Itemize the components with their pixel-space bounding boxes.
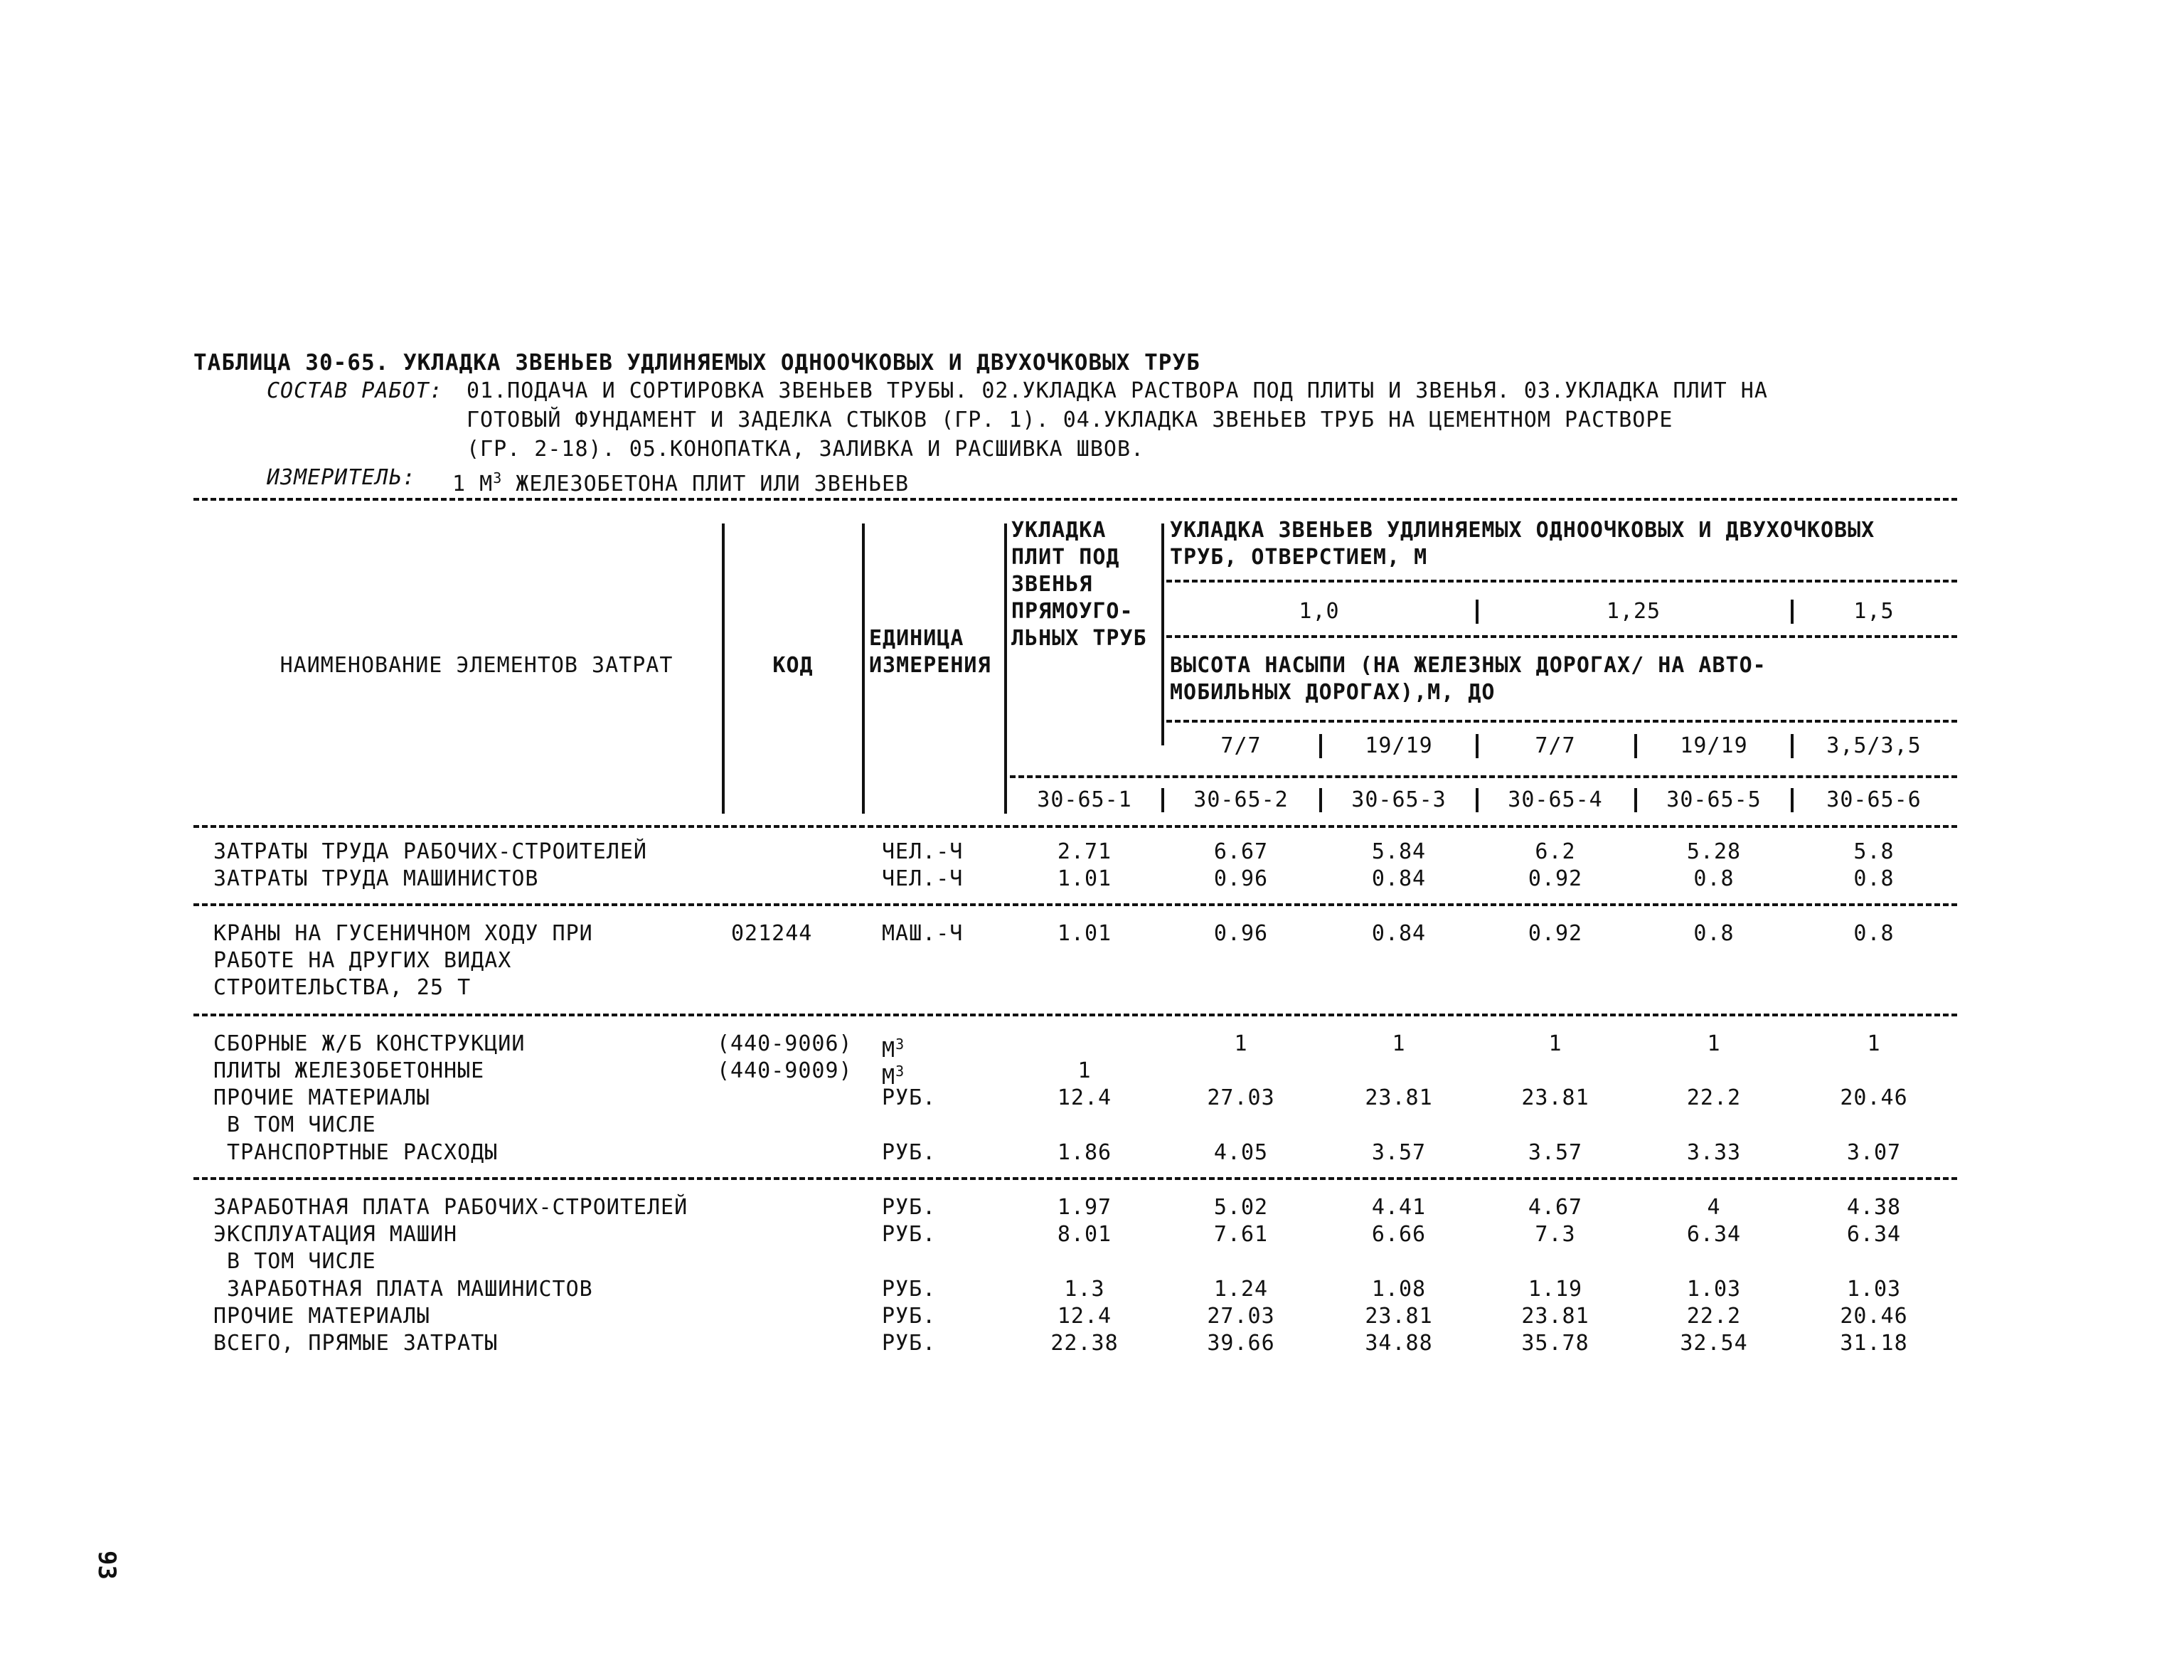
row-value: 1.08 [1371, 1277, 1427, 1302]
row-name: ЗАТРАТЫ ТРУДА МАШИНИСТОВ [213, 866, 539, 891]
row-value: 1 [1234, 1031, 1248, 1056]
row-value: 6.2 [1535, 839, 1576, 864]
measure-label: ИЗМЕРИТЕЛЬ: [267, 465, 416, 490]
row-unit: РУБ. [882, 1222, 937, 1247]
row-value: 1.3 [1064, 1277, 1105, 1302]
code-col-1: 30-65-1 [1037, 787, 1132, 812]
row-value: 23.81 [1365, 1085, 1433, 1110]
code-col-5: 30-65-5 [1666, 787, 1762, 812]
row-value: 20.46 [1840, 1085, 1908, 1110]
row-name: СБОРНЫЕ Ж/Б КОНСТРУКЦИИ [213, 1031, 526, 1056]
rule-openings-top [1166, 580, 1957, 583]
row-value: 0.8 [1693, 921, 1735, 946]
row-value: 1.19 [1528, 1277, 1583, 1302]
row-name: ТРАНСПОРТНЫЕ РАСХОДЫ [213, 1140, 499, 1165]
code-col-6: 30-65-6 [1826, 787, 1922, 812]
code-col-4: 30-65-4 [1508, 787, 1603, 812]
rule-group-3 [193, 1177, 1957, 1180]
row-value: 3.07 [1846, 1140, 1902, 1165]
row-unit: РУБ. [882, 1195, 937, 1220]
vline-code-left [722, 523, 725, 814]
row-value: 1 [1707, 1031, 1721, 1056]
vline-h-4 [1791, 734, 1794, 758]
row-name: ВСЕГО, ПРЯМЫЕ ЗАТРАТЫ [213, 1331, 499, 1356]
row-value: 31.18 [1840, 1331, 1908, 1356]
row-unit: МАШ.-Ч [882, 921, 964, 946]
row-value: 5.28 [1686, 839, 1742, 864]
header-plates-5: ЛЬНЫХ ТРУБ [1011, 626, 1147, 651]
composition-line-2: ГОТОВЫЙ ФУНДАМЕНТ И ЗАДЕЛКА СТЫКОВ (ГР. 1). 04.УКЛАДКА ЗВЕНЬЕВ ТРУБ НА ЦЕМЕНТНОМ РАСТВОРЕ [467, 408, 1673, 432]
row-value: 4.41 [1371, 1195, 1427, 1220]
row-name: РАБОТЕ НА ДРУГИХ ВИДАХ [213, 948, 512, 973]
rule-openings-bottom [1166, 635, 1957, 638]
row-value: 6.67 [1213, 839, 1269, 864]
row-value: 1.01 [1057, 921, 1112, 946]
row-value: 6.66 [1371, 1222, 1427, 1247]
header-pipes-2: ТРУБ, ОТВЕРСТИЕМ, М [1170, 545, 1428, 570]
row-unit: РУБ. [882, 1331, 937, 1356]
rule-group-2 [193, 1014, 1957, 1016]
row-value: 35.78 [1521, 1331, 1589, 1356]
row-value: 23.81 [1521, 1085, 1589, 1110]
row-value: 32.54 [1680, 1331, 1748, 1356]
row-code: (440-9009) [717, 1058, 853, 1083]
header-unit-2: ИЗМЕРЕНИЯ [869, 653, 991, 678]
row-code: 021244 [731, 921, 813, 946]
row-name: ЗАТРАТЫ ТРУДА РАБОЧИХ-СТРОИТЕЛЕЙ [213, 839, 647, 864]
row-value: 23.81 [1521, 1304, 1589, 1329]
vline-unit-left [862, 523, 865, 814]
row-unit: РУБ. [882, 1085, 937, 1110]
vline-open-2 [1791, 600, 1794, 624]
composition-label: СОСТАВ РАБОТ: [267, 378, 443, 403]
row-name: ПРОЧИЕ МАТЕРИАЛЫ [213, 1304, 430, 1329]
row-value: 4.05 [1213, 1140, 1269, 1165]
row-value: 5.02 [1213, 1195, 1269, 1220]
row-value: 8.01 [1057, 1222, 1112, 1247]
row-code: (440-9006) [717, 1031, 853, 1056]
vline-c-3 [1476, 788, 1479, 812]
vline-c-4 [1634, 788, 1637, 812]
row-value: 1 [1867, 1031, 1881, 1056]
row-value: 1 [1077, 1058, 1092, 1083]
row-name: ЭКСПЛУАТАЦИЯ МАШИН [213, 1222, 458, 1247]
code-col-2: 30-65-2 [1193, 787, 1289, 812]
measure-text: 1 $М^3$ ЖЕЛЕЗОБЕТОНА ПЛИТ ИЛИ ЗВЕНЬЕВ [452, 469, 910, 496]
row-value: 0.92 [1528, 921, 1583, 946]
vline-h-1 [1319, 734, 1322, 758]
composition-line-3: (ГР. 2-18). 05.КОНОПАТКА, ЗАЛИВКА И РАСШИВКА ШВОВ. [467, 437, 1145, 462]
row-name: ПРОЧИЕ МАТЕРИАЛЫ [213, 1085, 430, 1110]
row-value: 4.38 [1846, 1195, 1902, 1220]
row-value: 0.8 [1853, 866, 1895, 891]
vline-c-5 [1791, 788, 1794, 812]
row-value: 12.4 [1057, 1304, 1112, 1329]
vline-plates-left [1004, 523, 1007, 814]
rule-heights-top [1166, 720, 1957, 723]
row-name: В ТОМ ЧИСЛЕ [213, 1249, 376, 1274]
row-unit: $М^3$ [882, 1036, 905, 1063]
page-number: 93 [92, 1551, 121, 1580]
table-title: ТАБЛИЦА 30-65. УКЛАДКА ЗВЕНЬЕВ УДЛИНЯЕМЫХ ОДНООЧКОВЫХ И ДВУХОЧКОВЫХ ТРУБ [193, 350, 1200, 376]
row-unit: ЧЕЛ.-Ч [882, 839, 964, 864]
row-value: 1.86 [1057, 1140, 1112, 1165]
row-value: 1.03 [1846, 1277, 1902, 1302]
row-value: 3.57 [1371, 1140, 1427, 1165]
row-value: 2.71 [1057, 839, 1112, 864]
row-value: 20.46 [1840, 1304, 1908, 1329]
header-plates-1: УКЛАДКА [1011, 518, 1107, 543]
composition-line-1: 01.ПОДАЧА И СОРТИРОВКА ЗВЕНЬЕВ ТРУБЫ. 02.УКЛАДКА РАСТВОРА ПОД ПЛИТЫ И ЗВЕНЬЯ. 03.УКЛАДКА ПЛИТ НА [467, 378, 1768, 403]
row-unit: РУБ. [882, 1277, 937, 1302]
row-unit: РУБ. [882, 1140, 937, 1165]
row-value: 23.81 [1365, 1304, 1433, 1329]
row-name: КРАНЫ НА ГУСЕНИЧНОМ ХОДУ ПРИ [213, 921, 593, 946]
rule-top [193, 498, 1957, 501]
opening-1-0: 1,0 [1299, 599, 1340, 624]
row-value: 3.33 [1686, 1140, 1742, 1165]
vline-h-2 [1476, 734, 1479, 758]
row-name: ЗАРАБОТНАЯ ПЛАТА РАБОЧИХ-СТРОИТЕЛЕЙ [213, 1195, 688, 1220]
row-value: 5.84 [1371, 839, 1427, 864]
row-value: 34.88 [1365, 1331, 1433, 1356]
row-value: 39.66 [1207, 1331, 1275, 1356]
row-name: ЗАРАБОТНАЯ ПЛАТА МАШИНИСТОВ [213, 1277, 593, 1302]
rule-header-bottom [193, 825, 1957, 828]
row-value: 4 [1707, 1195, 1721, 1220]
row-value: 1.24 [1213, 1277, 1269, 1302]
vline-open-1 [1476, 600, 1479, 624]
header-pipes-1: УКЛАДКА ЗВЕНЬЕВ УДЛИНЯЕМЫХ ОДНООЧКОВЫХ И ДВУХОЧКОВЫХ [1170, 518, 1875, 543]
header-plates-3: ЗВЕНЬЯ [1011, 572, 1093, 597]
rule-group-1 [193, 903, 1957, 906]
header-unit-1: ЕДИНИЦА [869, 626, 964, 651]
code-col-3: 30-65-3 [1351, 787, 1447, 812]
row-value: 6.34 [1686, 1222, 1742, 1247]
row-unit: $М^3$ [882, 1063, 905, 1090]
row-value: 1.03 [1686, 1277, 1742, 1302]
height-2: 19/19 [1365, 733, 1433, 758]
row-name: ПЛИТЫ ЖЕЛЕЗОБЕТОННЫЕ [213, 1058, 485, 1083]
row-name: СТРОИТЕЛЬСТВА, 25 Т [213, 975, 472, 1000]
vline-c-2 [1319, 788, 1322, 812]
row-value: 0.96 [1213, 921, 1269, 946]
row-value: 0.84 [1371, 921, 1427, 946]
row-value: 22.2 [1686, 1085, 1742, 1110]
opening-1-5: 1,5 [1853, 599, 1895, 624]
row-value: 27.03 [1207, 1304, 1275, 1329]
row-value: 0.92 [1528, 866, 1583, 891]
row-value: 7.61 [1213, 1222, 1269, 1247]
row-name: В ТОМ ЧИСЛЕ [213, 1112, 376, 1137]
rule-codes-top [1010, 775, 1957, 778]
row-value: 4.67 [1528, 1195, 1583, 1220]
row-unit: РУБ. [882, 1304, 937, 1329]
row-value: 12.4 [1057, 1085, 1112, 1110]
row-value: 1 [1392, 1031, 1406, 1056]
header-embankment-2: МОБИЛЬНЫХ ДОРОГАХ),М, ДО [1170, 680, 1496, 705]
height-5: 3,5/3,5 [1826, 733, 1922, 758]
row-value: 6.34 [1846, 1222, 1902, 1247]
height-1: 7/7 [1220, 733, 1262, 758]
header-plates-4: ПРЯМОУГО- [1011, 599, 1134, 624]
row-value: 0.8 [1853, 921, 1895, 946]
opening-1-25: 1,25 [1606, 599, 1661, 624]
header-name: НАИМЕНОВАНИЕ ЭЛЕМЕНТОВ ЗАТРАТ [279, 653, 673, 678]
row-value: 22.2 [1686, 1304, 1742, 1329]
header-code: КОД [772, 653, 814, 678]
vline-c-1 [1161, 788, 1164, 812]
vline-pipes-left [1161, 523, 1164, 745]
header-plates-2: ПЛИТ ПОД [1011, 545, 1120, 570]
header-embankment-1: ВЫСОТА НАСЫПИ (НА ЖЕЛЕЗНЫХ ДОРОГАХ/ НА АВТО- [1170, 653, 1767, 678]
height-4: 19/19 [1680, 733, 1748, 758]
row-value: 0.84 [1371, 866, 1427, 891]
row-value: 1.01 [1057, 866, 1112, 891]
row-value: 1 [1548, 1031, 1562, 1056]
row-value: 27.03 [1207, 1085, 1275, 1110]
row-value: 0.96 [1213, 866, 1269, 891]
vline-h-3 [1634, 734, 1637, 758]
row-value: 5.8 [1853, 839, 1895, 864]
row-unit: ЧЕЛ.-Ч [882, 866, 964, 891]
height-3: 7/7 [1535, 733, 1576, 758]
row-value: 22.38 [1050, 1331, 1119, 1356]
row-value: 0.8 [1693, 866, 1735, 891]
row-value: 7.3 [1535, 1222, 1576, 1247]
row-value: 1.97 [1057, 1195, 1112, 1220]
row-value: 3.57 [1528, 1140, 1583, 1165]
